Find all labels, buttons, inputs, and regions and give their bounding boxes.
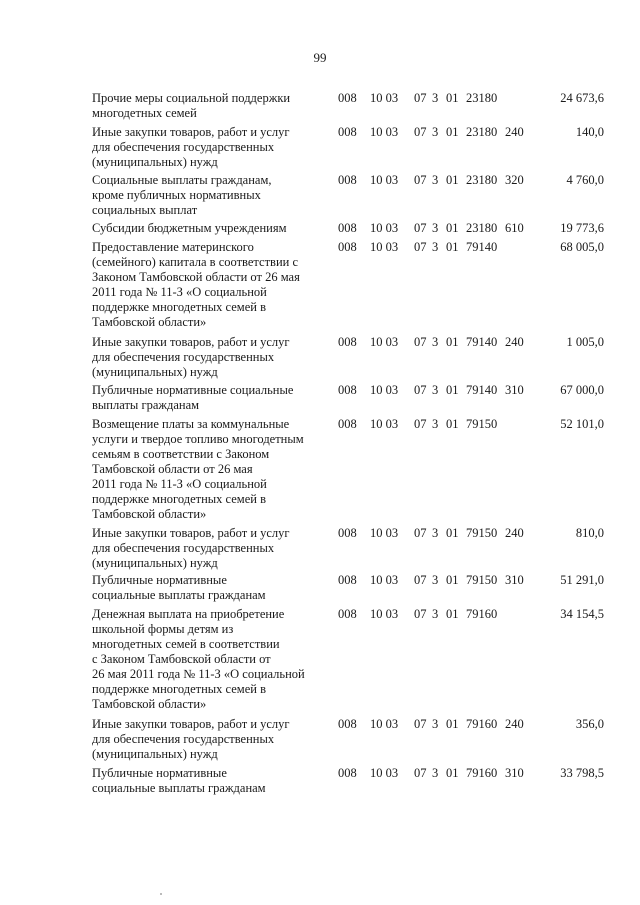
target-code-direction: 23180 <box>466 91 498 105</box>
ved-code: 008 <box>338 335 357 349</box>
section-code: 10 03 <box>370 125 399 139</box>
target-code-subprogram: 3 <box>432 383 439 397</box>
row-description <box>92 383 332 413</box>
ved-code: 008 <box>338 717 357 731</box>
target-code-program: 07 <box>414 335 427 349</box>
target-code-direction: 79160 <box>466 766 498 780</box>
description-line: с Законом Тамбовской области от <box>92 652 271 666</box>
row-description <box>92 173 332 218</box>
ved-code: 008 <box>338 173 357 187</box>
target-code-program: 07 <box>414 526 427 540</box>
expense-type-code: 610 <box>505 221 524 235</box>
amount: 810,0 <box>575 526 604 540</box>
description-line: (муниципальных) нужд <box>92 747 218 761</box>
description-line: Законом Тамбовской области от 26 мая <box>92 270 300 284</box>
row-description <box>92 91 332 121</box>
row-description <box>92 607 332 712</box>
description-line: социальных выплат <box>92 203 198 217</box>
description-line: поддержке многодетных семей в <box>92 682 266 696</box>
target-code-measure: 01 <box>446 607 459 621</box>
expense-type-code: 320 <box>505 173 524 187</box>
row-description <box>92 417 332 522</box>
target-code-program: 07 <box>414 383 427 397</box>
row-description <box>92 240 332 330</box>
target-code-subprogram: 3 <box>432 335 439 349</box>
target-code-program: 07 <box>414 91 427 105</box>
description-line: (муниципальных) нужд <box>92 556 218 570</box>
amount: 52 101,0 <box>560 417 604 431</box>
section-code: 10 03 <box>370 383 399 397</box>
section-code: 10 03 <box>370 573 399 587</box>
target-code-subprogram: 3 <box>432 173 439 187</box>
target-code-subprogram: 3 <box>432 607 439 621</box>
ved-code: 008 <box>338 573 357 587</box>
description-line: социальные выплаты гражданам <box>92 588 266 602</box>
section-code: 10 03 <box>370 240 399 254</box>
description-line: 2011 года № 11-З «О социальной <box>92 477 267 491</box>
target-code-measure: 01 <box>446 240 459 254</box>
target-code-direction: 79140 <box>466 335 498 349</box>
target-code-measure: 01 <box>446 91 459 105</box>
target-code-direction: 23180 <box>466 125 498 139</box>
target-code-measure: 01 <box>446 573 459 587</box>
expense-type-code: 240 <box>505 526 524 540</box>
target-code-direction: 79160 <box>466 717 498 731</box>
description-line: кроме публичных нормативных <box>92 188 261 202</box>
amount: 1 005,0 <box>566 335 604 349</box>
target-code-measure: 01 <box>446 383 459 397</box>
description-line: Денежная выплата на приобретение <box>92 607 285 621</box>
target-code-program: 07 <box>414 573 427 587</box>
row-description <box>92 766 332 796</box>
target-code-measure: 01 <box>446 717 459 731</box>
amount: 4 760,0 <box>566 173 604 187</box>
description-line: Иные закупки товаров, работ и услуг <box>92 717 290 731</box>
description-line: Прочие меры социальной поддержки <box>92 91 291 105</box>
amount: 356,0 <box>575 717 604 731</box>
target-code-measure: 01 <box>446 766 459 780</box>
amount: 67 000,0 <box>560 383 604 397</box>
target-code-measure: 01 <box>446 526 459 540</box>
row-description <box>92 573 332 603</box>
amount: 24 673,6 <box>560 91 604 105</box>
section-code: 10 03 <box>370 221 399 235</box>
row-description <box>92 717 332 762</box>
target-code-direction: 79140 <box>466 240 498 254</box>
description-line: для обеспечения государственных <box>92 350 275 364</box>
amount: 140,0 <box>575 125 604 139</box>
page-number: 99 <box>313 50 327 65</box>
target-code-program: 07 <box>414 221 427 235</box>
amount: 34 154,5 <box>560 607 604 621</box>
target-code-program: 07 <box>414 173 427 187</box>
description-line: семьям в соответствии с Законом <box>92 447 270 461</box>
target-code-measure: 01 <box>446 417 459 431</box>
ved-code: 008 <box>338 125 357 139</box>
section-code: 10 03 <box>370 91 399 105</box>
expense-type-code: 240 <box>505 125 524 139</box>
description-line: Тамбовской области» <box>92 315 207 329</box>
description-line: (муниципальных) нужд <box>92 155 218 169</box>
description-line: многодетных семей в соответствии <box>92 637 280 651</box>
target-code-subprogram: 3 <box>432 417 439 431</box>
ved-code: 008 <box>338 526 357 540</box>
description-line: поддержке многодетных семей в <box>92 492 266 506</box>
expense-type-code: 240 <box>505 717 524 731</box>
row-description <box>92 526 332 571</box>
target-code-subprogram: 3 <box>432 573 439 587</box>
description-line: Тамбовской области от 26 мая <box>92 462 253 476</box>
target-code-direction: 79150 <box>466 526 498 540</box>
description-line: Публичные нормативные социальные <box>92 383 294 397</box>
row-description <box>92 125 332 170</box>
description-line: Иные закупки товаров, работ и услуг <box>92 335 290 349</box>
ved-code: 008 <box>338 91 357 105</box>
description-line: Публичные нормативные <box>92 766 227 780</box>
description-line: Тамбовской области» <box>92 697 207 711</box>
row-description <box>92 335 332 380</box>
scan-mark <box>160 893 162 895</box>
ved-code: 008 <box>338 383 357 397</box>
description-line: Субсидии бюджетным учреждениям <box>92 221 287 235</box>
amount: 33 798,5 <box>560 766 604 780</box>
target-code-direction: 79160 <box>466 607 498 621</box>
amount: 19 773,6 <box>560 221 604 235</box>
target-code-subprogram: 3 <box>432 766 439 780</box>
description-line: для обеспечения государственных <box>92 732 275 746</box>
section-code: 10 03 <box>370 417 399 431</box>
expense-type-code: 310 <box>505 383 524 397</box>
description-line: 26 мая 2011 года № 11-З «О социальной <box>92 667 305 681</box>
ved-code: 008 <box>338 240 357 254</box>
target-code-measure: 01 <box>446 125 459 139</box>
target-code-direction: 23180 <box>466 173 498 187</box>
description-line: (муниципальных) нужд <box>92 365 218 379</box>
target-code-subprogram: 3 <box>432 526 439 540</box>
description-line: поддержке многодетных семей в <box>92 300 266 314</box>
section-code: 10 03 <box>370 717 399 731</box>
target-code-program: 07 <box>414 717 427 731</box>
description-line: Тамбовской области» <box>92 507 207 521</box>
description-line: Возмещение платы за коммунальные <box>92 417 290 431</box>
target-code-direction: 79140 <box>466 383 498 397</box>
description-line: Публичные нормативные <box>92 573 227 587</box>
expense-type-code: 310 <box>505 573 524 587</box>
description-line: Предоставление материнского <box>92 240 254 254</box>
target-code-direction: 23180 <box>466 221 498 235</box>
description-line: школьной формы детям из <box>92 622 234 636</box>
section-code: 10 03 <box>370 766 399 780</box>
description-line: Иные закупки товаров, работ и услуг <box>92 526 290 540</box>
target-code-subprogram: 3 <box>432 125 439 139</box>
description-line: (семейного) капитала в соответствии с <box>92 255 299 269</box>
amount: 51 291,0 <box>560 573 604 587</box>
target-code-program: 07 <box>414 607 427 621</box>
target-code-program: 07 <box>414 125 427 139</box>
row-description <box>92 221 332 236</box>
target-code-measure: 01 <box>446 173 459 187</box>
target-code-program: 07 <box>414 240 427 254</box>
section-code: 10 03 <box>370 173 399 187</box>
description-line: многодетных семей <box>92 106 197 120</box>
description-line: для обеспечения государственных <box>92 140 275 154</box>
target-code-subprogram: 3 <box>432 221 439 235</box>
ved-code: 008 <box>338 607 357 621</box>
expense-type-code: 310 <box>505 766 524 780</box>
section-code: 10 03 <box>370 335 399 349</box>
ved-code: 008 <box>338 221 357 235</box>
description-line: 2011 года № 11-З «О социальной <box>92 285 267 299</box>
target-code-direction: 79150 <box>466 417 498 431</box>
target-code-measure: 01 <box>446 335 459 349</box>
description-line: Социальные выплаты гражданам, <box>92 173 272 187</box>
description-line: услуги и твердое топливо многодетным <box>92 432 304 446</box>
target-code-subprogram: 3 <box>432 240 439 254</box>
target-code-subprogram: 3 <box>432 717 439 731</box>
amount: 68 005,0 <box>560 240 604 254</box>
ved-code: 008 <box>338 766 357 780</box>
target-code-subprogram: 3 <box>432 91 439 105</box>
target-code-measure: 01 <box>446 221 459 235</box>
description-line: Иные закупки товаров, работ и услуг <box>92 125 290 139</box>
description-line: выплаты гражданам <box>92 398 200 412</box>
target-code-program: 07 <box>414 417 427 431</box>
section-code: 10 03 <box>370 607 399 621</box>
ved-code: 008 <box>338 417 357 431</box>
description-line: для обеспечения государственных <box>92 541 275 555</box>
target-code-program: 07 <box>414 766 427 780</box>
section-code: 10 03 <box>370 526 399 540</box>
target-code-direction: 79150 <box>466 573 498 587</box>
description-line: социальные выплаты гражданам <box>92 781 266 795</box>
expense-type-code: 240 <box>505 335 524 349</box>
